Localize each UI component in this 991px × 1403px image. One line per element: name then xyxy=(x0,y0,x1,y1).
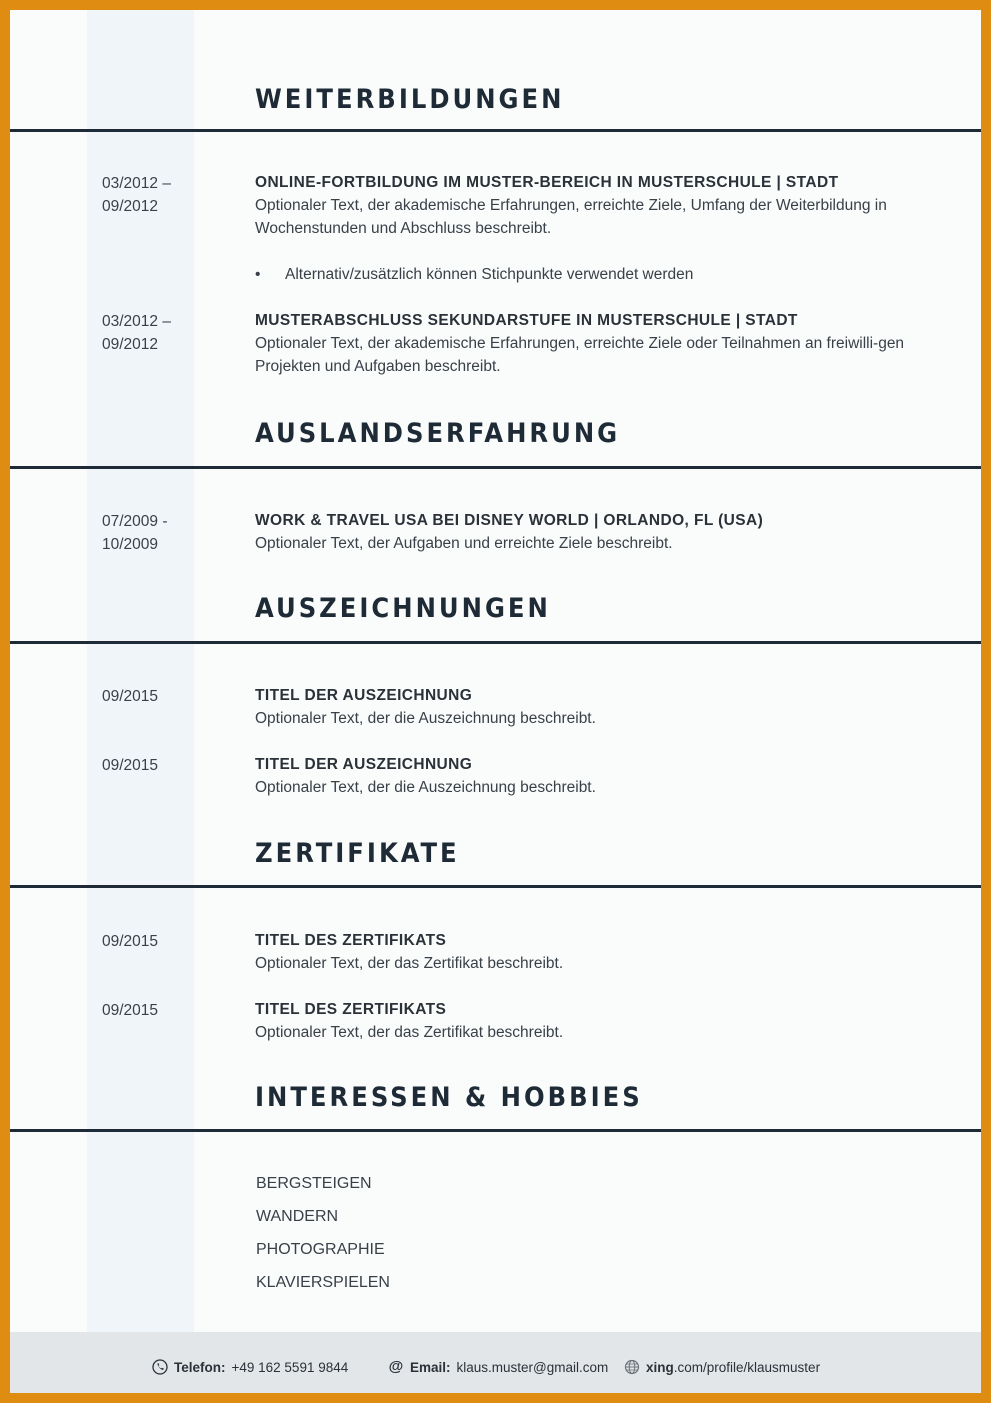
section-divider xyxy=(10,885,981,888)
section-title-weiterbildungen: WEITERBILDUNGEN xyxy=(255,84,565,115)
xing-path: .com/profile/klausmuster xyxy=(673,1359,821,1375)
date-end: 09/2012 xyxy=(102,198,159,215)
entry-title: TITEL DES ZERTIFIKATS xyxy=(255,1001,447,1018)
entry-date: 09/2015 xyxy=(102,933,159,950)
date-end: 10/2009 xyxy=(102,536,159,553)
hobby-item: KLAVIERSPIELEN xyxy=(256,1274,390,1291)
bullet-item xyxy=(255,263,693,286)
entry-title: WORK & TRAVEL USA BEI DISNEY WORLD | ORLANDO, FL (USA) xyxy=(255,512,764,529)
section-divider xyxy=(10,641,981,644)
entry-date: 09/2015 xyxy=(102,757,159,774)
entry-description: Optionaler Text, der akademische Erfahrungen, erreichte Ziele, Umfang der Weiterbildung in Wochenstunden und Abschluss beschreibt. xyxy=(255,197,887,237)
entry-date: 09/2015 xyxy=(102,1002,159,1019)
award-entry xyxy=(255,684,935,730)
entry-title: TITEL DES ZERTIFIKATS xyxy=(255,932,447,949)
section-divider xyxy=(10,1129,981,1132)
entry-description: Optionaler Text, der akademische Erfahrungen, erreichte Ziele oder Teilnahmen an freiwilli-gen Projekten und Aufgaben beschreibt. xyxy=(255,335,905,375)
bullet-text: Alternativ/zusätzlich können Stichpunkte verwendet werden xyxy=(285,266,694,283)
phone-label: Telefon: xyxy=(174,1359,226,1375)
entry-description: Optionaler Text, der die Auszeichnung beschreibt. xyxy=(255,779,596,796)
entry-description: Optionaler Text, der die Auszeichnung beschreibt. xyxy=(255,710,596,727)
entry-date: 09/2015 xyxy=(102,688,159,705)
entry-description: Optionaler Text, der das Zertifikat beschreibt. xyxy=(255,955,564,972)
entry-date xyxy=(102,172,171,218)
xing-brand: xing xyxy=(646,1359,674,1375)
entry-date xyxy=(102,510,168,556)
globe-icon xyxy=(624,1359,640,1375)
phone-number: +49 162 5591 9844 xyxy=(231,1359,349,1375)
entry-date xyxy=(102,310,171,356)
section-divider xyxy=(10,466,981,469)
education-entry xyxy=(255,171,935,240)
date-start: 03/2012 – xyxy=(102,313,171,330)
date-end: 09/2012 xyxy=(102,336,159,353)
hobby-item: PHOTOGRAPHIE xyxy=(256,1241,385,1258)
date-start: 07/2009 - xyxy=(102,513,168,530)
section-title-auszeichnungen: AUSZEICHNUNGEN xyxy=(255,593,551,624)
date-start: 03/2012 – xyxy=(102,175,171,192)
section-title-auslandserfahrung: AUSLANDSERFAHRUNG xyxy=(255,418,621,449)
certificate-entry xyxy=(255,929,935,975)
hobby-item: WANDERN xyxy=(256,1208,339,1225)
entry-title: TITEL DER AUSZEICHNUNG xyxy=(255,687,473,704)
email-label: Email: xyxy=(410,1359,451,1375)
entry-title: MUSTERABSCHLUSS SEKUNDARSTUFE IN MUSTERSCHULE | STADT xyxy=(255,312,798,329)
contact-footer xyxy=(10,1332,981,1403)
contact-phone xyxy=(152,1359,348,1375)
entry-title: TITEL DER AUSZEICHNUNG xyxy=(255,756,473,773)
hobby-item: BERGSTEIGEN xyxy=(256,1175,372,1192)
section-title-zertifikate: ZERTIFIKATE xyxy=(255,838,460,869)
bullet-dot-icon: • xyxy=(255,266,261,283)
contact-email xyxy=(388,1359,608,1375)
entry-title: ONLINE-FORTBILDUNG IM MUSTER-BEREICH IN MUSTERSCHULE | STADT xyxy=(255,174,839,191)
abroad-entry xyxy=(255,509,935,555)
xing-link[interactable] xyxy=(646,1360,820,1375)
section-title-interessen: INTERESSEN & HOBBIES xyxy=(255,1082,643,1113)
email-address[interactable]: klaus.muster@gmail.com xyxy=(456,1359,609,1375)
certificate-entry xyxy=(255,998,935,1044)
entry-description: Optionaler Text, der Aufgaben und erreichte Ziele beschreibt. xyxy=(255,535,673,552)
award-entry xyxy=(255,753,935,799)
phone-icon xyxy=(152,1359,168,1375)
at-icon: @ xyxy=(388,1358,404,1375)
section-divider xyxy=(10,129,981,132)
education-entry xyxy=(255,309,935,378)
entry-description: Optionaler Text, der das Zertifikat beschreibt. xyxy=(255,1024,564,1041)
contact-xing xyxy=(624,1359,820,1375)
